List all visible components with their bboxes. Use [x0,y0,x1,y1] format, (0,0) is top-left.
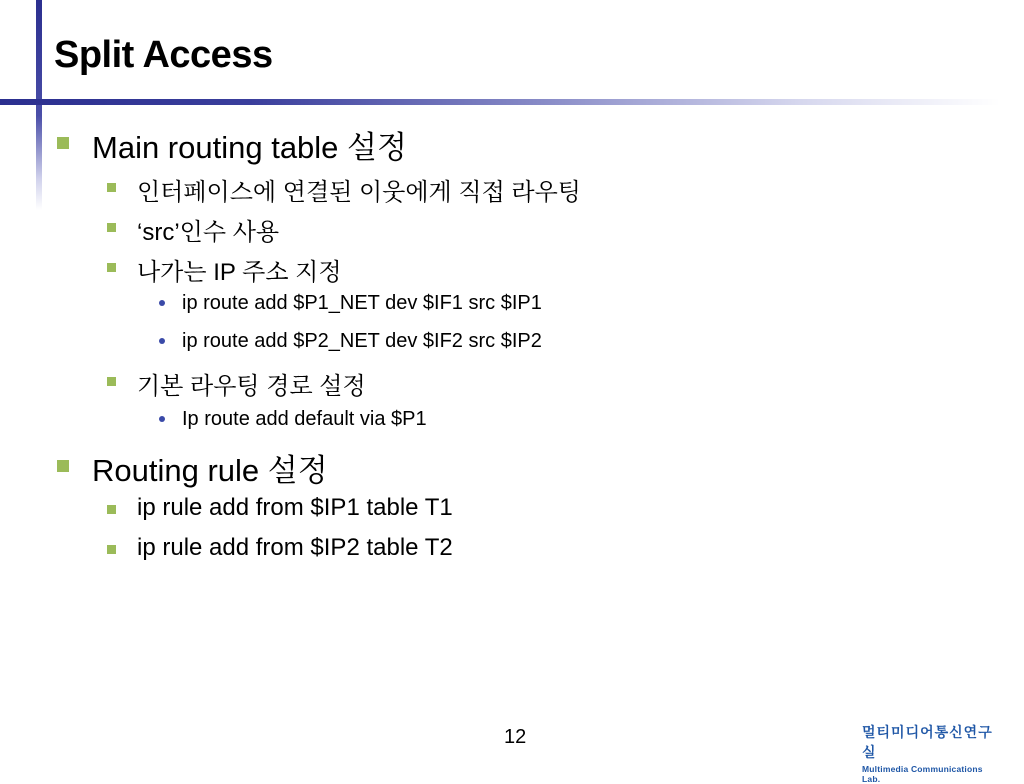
bullet-item-l2: 나가는 IP 주소 지정 [137,259,342,286]
logo-korean-text: 멀티미디어통신연구실 [862,724,993,760]
bullet-item-l3: Ip route add default via $P1 [182,408,427,430]
bullet-item-l1: Main routing table 설정 [92,130,407,165]
square-bullet-icon [107,183,116,192]
square-bullet-icon [107,263,116,272]
square-bullet-icon [107,545,116,554]
square-bullet-icon [107,377,116,386]
dot-bullet-icon [159,338,165,344]
bullet-item-l2: 인터페이스에 연결된 이웃에게 직접 라우팅 [137,179,581,206]
square-bullet-icon [57,137,69,149]
decorative-horizontal-line [0,99,1000,105]
square-bullet-icon [107,505,116,514]
bullet-item-l2: ‘src’인수 사용 [137,219,280,246]
page-number: 12 [504,726,527,748]
bullet-item-l3: ip route add $P2_NET dev $IF2 src $IP2 [182,330,542,352]
bullet-item-l2: ip rule add from $IP1 table T1 [137,494,453,521]
bullet-item-l1: Routing rule 설정 [92,453,328,488]
bullet-item-l2: ip rule add from $IP2 table T2 [137,534,453,561]
bullet-item-l3: ip route add $P1_NET dev $IF1 src $IP1 [182,292,542,314]
bullet-item-l2: 기본 라우팅 경로 설정 [137,373,366,400]
dot-bullet-icon [159,300,165,306]
square-bullet-icon [107,223,116,232]
square-bullet-icon [57,460,69,472]
lab-logo [862,722,1002,784]
decorative-vertical-line [36,0,42,210]
slide-title: Split Access [54,34,273,76]
dot-bullet-icon [159,416,165,422]
logo-english-text: Multimedia Communications Lab. [862,764,983,784]
